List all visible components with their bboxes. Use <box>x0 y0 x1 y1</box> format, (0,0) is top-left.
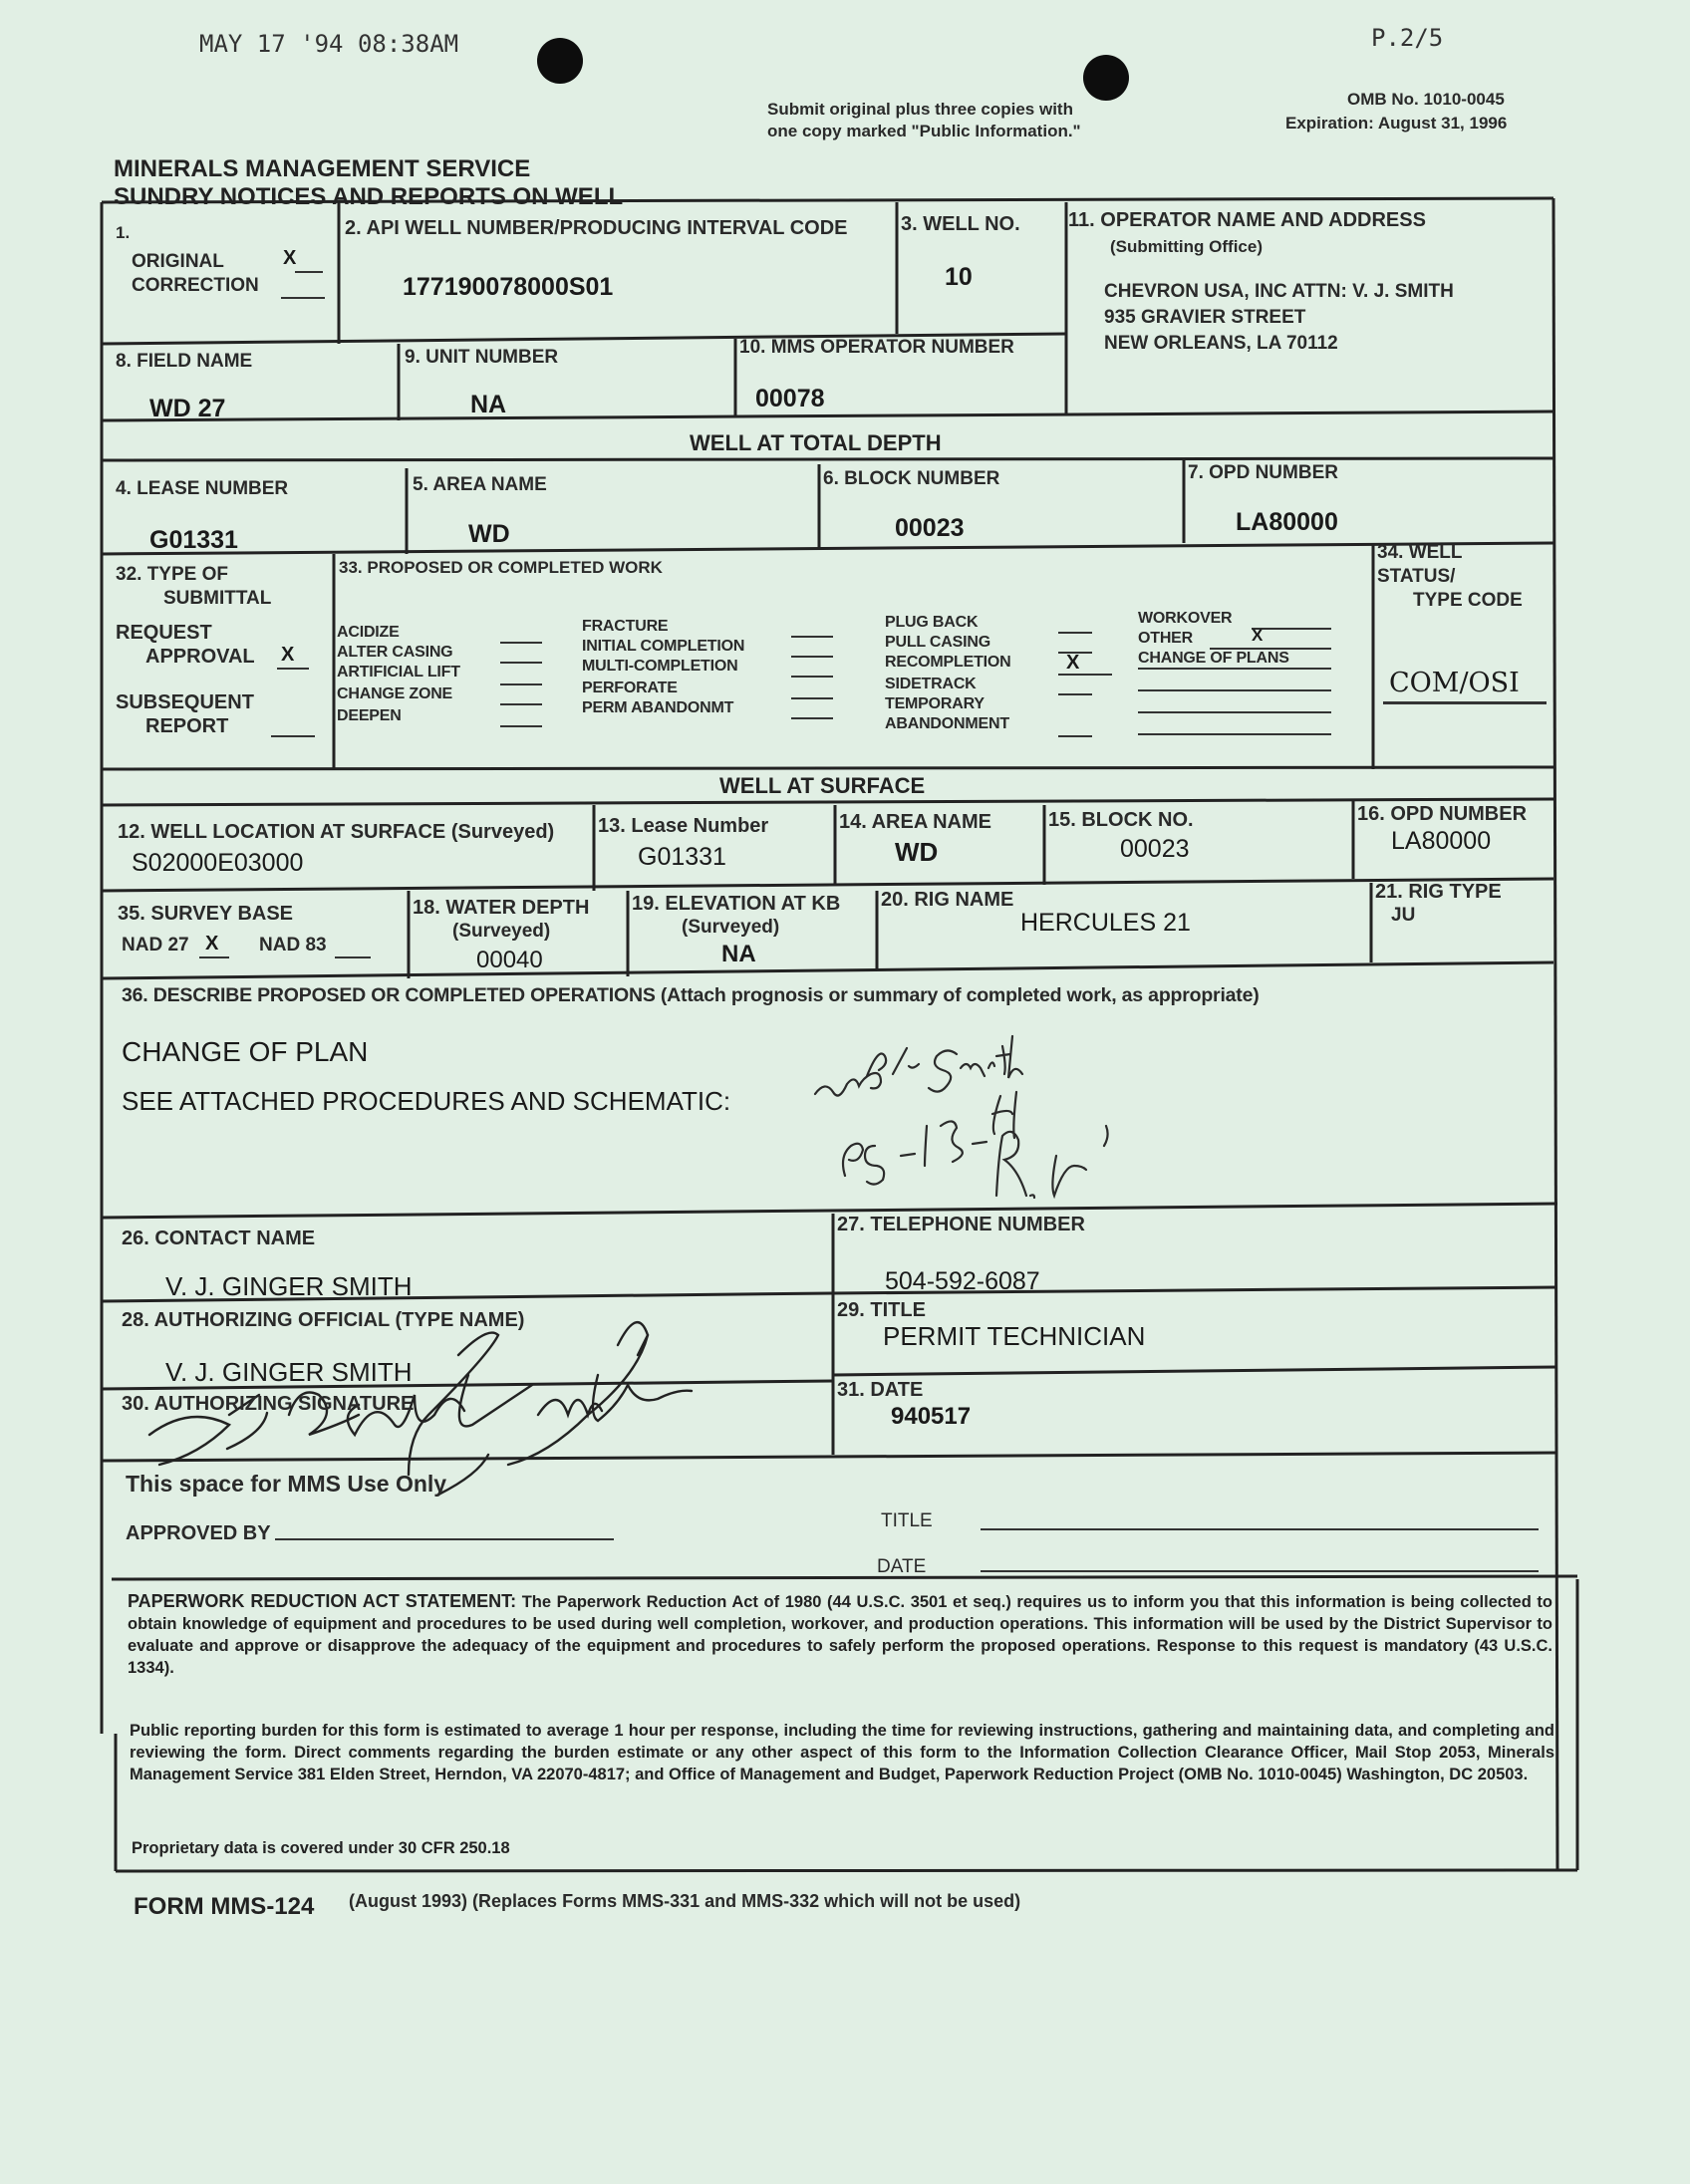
approval-label: APPROVAL <box>145 646 255 668</box>
work-change-of-plans: CHANGE OF PLANS <box>1138 650 1289 667</box>
unit-number-label: 9. UNIT NUMBER <box>405 347 559 368</box>
correction-label: CORRECTION <box>132 275 259 296</box>
surface-block-label: 15. BLOCK NO. <box>1048 809 1194 831</box>
original-label: ORIGINAL <box>132 251 224 272</box>
burden-statement: Public reporting burden for this form is estimated to average 1 hour per response, including the time for reviewing instructions, gathering and maintaining data, and completing and reviewing the form. Direct comments regarding the burden estimate or any other aspect of this form to the Information Collection Clearance Officer, Mail Stop 2053, Minerals Management Service 381 Elden Street, Herndon, VA 22070-4817; and Office of Management and Budget, Paperwork Reduction Project (OMB No. 1010-0045) Washington, DC 20503. <box>130 1722 1554 1783</box>
field-name-label: 8. FIELD NAME <box>116 351 253 372</box>
report-label: REPORT <box>145 715 229 737</box>
mms-title-blank[interactable] <box>981 1528 1539 1530</box>
paperwork-statement <box>128 1590 1552 1679</box>
proposed-work-label: 33. PROPOSED OR COMPLETED WORK <box>339 558 663 577</box>
work-perforate: PERFORATE <box>582 680 678 696</box>
water-depth-sublabel: (Surveyed) <box>452 921 551 942</box>
rig-name-label: 20. RIG NAME <box>881 889 1014 911</box>
surface-area-value[interactable]: WD <box>895 837 939 867</box>
mms-title-label: TITLE <box>881 1510 933 1531</box>
telephone-label: 27. TELEPHONE NUMBER <box>837 1214 1085 1235</box>
operator-line2[interactable]: 935 GRAVIER STREET <box>1104 307 1306 328</box>
surface-area-label: 14. AREA NAME <box>839 811 991 833</box>
contact-name-label: 26. CONTACT NAME <box>122 1228 316 1249</box>
mms-operator-value[interactable]: 00078 <box>755 385 825 412</box>
well-status-label-line2: STATUS/ <box>1377 566 1456 587</box>
form-title: SUNDRY NOTICES AND REPORTS ON WELL <box>114 183 624 210</box>
nad27-mark[interactable]: X <box>205 933 219 955</box>
well-status-label-line1: 34. WELL <box>1377 542 1463 563</box>
handwritten-verbal <box>827 1056 830 1058</box>
work-perm-abandonmt: PERM ABANDONMT <box>582 699 734 716</box>
recompletion-blank <box>1058 674 1112 676</box>
elevation-value[interactable]: NA <box>721 941 756 967</box>
rig-type-label: 21. RIG TYPE <box>1375 881 1502 903</box>
work-deepen: DEEPEN <box>337 707 402 724</box>
work-recompletion: RECOMPLETION <box>885 654 1011 671</box>
request-approval-mark[interactable]: X <box>281 644 295 666</box>
work-plug-back: PLUG BACK <box>885 614 979 631</box>
title-label: 29. TITLE <box>837 1299 926 1321</box>
field-name-value[interactable]: WD 27 <box>149 395 226 422</box>
well-status-underline <box>1383 701 1547 704</box>
work-temporary: TEMPORARY <box>885 695 985 712</box>
subsequent-report-blank[interactable] <box>271 735 315 737</box>
mms-use-label: This space for MMS Use Only <box>126 1471 447 1497</box>
handwritten-date <box>847 1136 849 1139</box>
work-sidetrack: SIDETRACK <box>885 676 977 692</box>
lease-number-value[interactable]: G01331 <box>149 526 238 554</box>
box1-number: 1. <box>116 223 131 242</box>
fax-datetime: MAY 17 '94 08:38AM <box>199 30 459 58</box>
surface-opd-label: 16. OPD NUMBER <box>1357 803 1528 825</box>
work-abandonment: ABANDONMENT <box>885 715 1009 732</box>
original-blank <box>295 271 323 273</box>
operator-line1[interactable]: CHEVRON USA, INC ATTN: V. J. SMITH <box>1104 281 1454 302</box>
survey-base-label: 35. SURVEY BASE <box>118 903 294 925</box>
omb-number: OMB No. 1010-0045 <box>1347 90 1505 109</box>
proprietary-note: Proprietary data is covered under 30 CFR 250.18 <box>132 1839 510 1857</box>
operator-sublabel: (Submitting Office) <box>1110 237 1263 256</box>
mms-date-blank[interactable] <box>981 1570 1539 1572</box>
omb-expiration: Expiration: August 31, 1996 <box>1285 114 1508 133</box>
surface-location-label: 12. WELL LOCATION AT SURFACE (Surveyed) <box>118 821 555 843</box>
area-name-value[interactable]: WD <box>468 520 510 548</box>
unit-number-value[interactable]: NA <box>470 391 507 418</box>
opd-number-value[interactable]: LA80000 <box>1236 508 1338 536</box>
rig-type-value[interactable]: JU <box>1391 905 1416 926</box>
surface-block-value[interactable]: 00023 <box>1120 835 1190 863</box>
nad27-blank <box>199 956 229 958</box>
well-no-value[interactable]: 10 <box>945 263 973 291</box>
telephone-value[interactable]: 504-592-6087 <box>885 1267 1040 1295</box>
surface-lease-value[interactable]: G01331 <box>638 843 726 871</box>
operations-line1[interactable]: CHANGE OF PLAN <box>122 1036 369 1067</box>
mms-date-label: DATE <box>877 1556 927 1577</box>
elevation-label: 19. ELEVATION AT KB <box>632 893 841 915</box>
well-status-label-line3: TYPE CODE <box>1413 590 1523 611</box>
handwritten-name <box>847 1096 850 1098</box>
operator-name-label: 11. OPERATOR NAME AND ADDRESS <box>1068 209 1426 231</box>
request-label: REQUEST <box>116 622 212 644</box>
submit-note-line2: one copy marked "Public Information." <box>767 122 1081 140</box>
work-pull-casing: PULL CASING <box>885 634 990 651</box>
extra-line-1[interactable] <box>1138 668 1331 670</box>
nad83-label: NAD 83 <box>259 935 327 956</box>
work-acidize: ACIDIZE <box>337 624 400 641</box>
artificial-lift-blank[interactable] <box>500 683 542 685</box>
change-zone-blank[interactable] <box>500 703 542 705</box>
surface-location-value[interactable]: S02000E03000 <box>132 849 304 877</box>
extra-line-4[interactable] <box>1138 733 1331 735</box>
mms-operator-label: 10. MMS OPERATOR NUMBER <box>739 337 1014 358</box>
acidize-blank[interactable] <box>500 642 542 644</box>
rig-name-value[interactable]: HERCULES 21 <box>1020 909 1191 937</box>
work-alter-casing: ALTER CASING <box>337 644 453 661</box>
extra-line-2[interactable] <box>1138 689 1331 691</box>
elevation-sublabel: (Surveyed) <box>682 917 780 938</box>
submittal-label-line2: SUBMITTAL <box>163 588 272 609</box>
fracture-blank[interactable] <box>791 636 833 638</box>
subsequent-label: SUBSEQUENT <box>116 691 254 713</box>
authorizing-signature-label: 30. AUTHORIZING SIGNATURE <box>122 1393 415 1415</box>
work-multi-completion: MULTI-COMPLETION <box>582 658 738 675</box>
surface-lease-label: 13. Lease Number <box>598 815 769 837</box>
other-mark[interactable]: X <box>1252 626 1264 645</box>
signature-script <box>199 1415 207 1416</box>
fax-page-number: P.2/5 <box>1371 24 1444 52</box>
date-label: 31. DATE <box>837 1379 924 1401</box>
authorizing-official-value[interactable]: V. J. GINGER SMITH <box>165 1357 413 1387</box>
work-initial-completion: INITIAL COMPLETION <box>582 638 745 655</box>
work-artificial-lift: ARTIFICIAL LIFT <box>337 664 460 681</box>
original-checkmark[interactable]: X <box>283 247 297 269</box>
submit-note-line1: Submit original plus three copies with <box>767 100 1073 119</box>
date-value[interactable]: 940517 <box>891 1403 972 1430</box>
well-no-label: 3. WELL NO. <box>901 213 1020 235</box>
correction-blank[interactable] <box>281 297 325 299</box>
agency-name: MINERALS MANAGEMENT SERVICE <box>114 155 531 182</box>
perforate-blank[interactable] <box>791 697 833 699</box>
area-name-label: 5. AREA NAME <box>413 474 547 495</box>
block-number-label: 6. BLOCK NUMBER <box>823 468 1000 489</box>
water-depth-value[interactable]: 00040 <box>476 947 543 973</box>
temporary-abandonment-blank[interactable] <box>1058 735 1092 737</box>
request-approval-blank <box>277 668 309 670</box>
approved-by-blank[interactable] <box>275 1538 614 1540</box>
alter-casing-blank[interactable] <box>500 662 542 664</box>
well-status-value[interactable]: COM/OSI <box>1389 668 1520 698</box>
title-value[interactable]: PERMIT TECHNICIAN <box>883 1321 1146 1351</box>
form-number: FORM MMS-124 <box>134 1893 315 1920</box>
work-workover: WORKOVER <box>1138 610 1233 627</box>
total-depth-title: WELL AT TOTAL DEPTH <box>690 430 942 455</box>
multi-completion-blank[interactable] <box>791 676 833 678</box>
work-fracture: FRACTURE <box>582 618 669 635</box>
workover-blank[interactable] <box>1252 628 1331 630</box>
perm-abandonmt-blank[interactable] <box>791 717 833 719</box>
block-number-value[interactable]: 00023 <box>895 514 965 542</box>
surface-opd-value[interactable]: LA80000 <box>1391 827 1492 855</box>
deepen-blank[interactable] <box>500 725 542 727</box>
approved-by-label: APPROVED BY <box>126 1522 271 1544</box>
operations-line2[interactable]: SEE ATTACHED PROCEDURES AND SCHEMATIC: <box>122 1086 731 1116</box>
api-well-number-value[interactable]: 177190078000S01 <box>403 273 614 301</box>
plug-back-blank[interactable] <box>1058 632 1092 634</box>
authorizing-official-label: 28. AUTHORIZING OFFICIAL (TYPE NAME) <box>122 1309 525 1331</box>
form-note: (August 1993) (Replaces Forms MMS-331 and MMS-332 which will not be used) <box>349 1891 1021 1911</box>
extra-line-3[interactable] <box>1138 711 1331 713</box>
paperwork-paragraph1: The Paperwork Reduction Act of 1980 (44 U.S.C. 3501 et seq.) requires us to inform you that this information is being collected to obtain knowledge of equipment and procedures to be used during well completion, workover, and production operations. This information will be used by the District Supervisor to evaluate and approve or disapprove the adequacy of the equipment and procedures to safely perform the proposed operations. Response to this request is mandatory (43 U.S.C. 1334). <box>128 1593 1552 1677</box>
lease-number-label: 4. LEASE NUMBER <box>116 478 289 499</box>
submittal-label-line1: 32. TYPE OF <box>116 564 228 585</box>
operations-description-label: 36. DESCRIBE PROPOSED OR COMPLETED OPERATIONS (Attach prognosis or summary of completed work, as appropriate) <box>122 984 1260 1006</box>
initial-completion-blank[interactable] <box>791 656 833 658</box>
paperwork-heading: PAPERWORK REDUCTION ACT STATEMENT: <box>128 1591 517 1611</box>
handwritten-initials <box>996 1166 997 1168</box>
work-other: OTHER <box>1138 630 1194 647</box>
api-well-number-label: 2. API WELL NUMBER/PRODUCING INTERVAL CODE <box>345 217 848 239</box>
surface-title: WELL AT SURFACE <box>719 773 926 798</box>
work-change-zone: CHANGE ZONE <box>337 685 453 702</box>
nad83-blank[interactable] <box>335 956 371 958</box>
operator-line3[interactable]: NEW ORLEANS, LA 70112 <box>1104 333 1338 354</box>
water-depth-label: 18. WATER DEPTH <box>413 897 590 919</box>
opd-number-label: 7. OPD NUMBER <box>1188 462 1338 483</box>
contact-name-value[interactable]: V. J. GINGER SMITH <box>165 1271 413 1301</box>
sidetrack-blank[interactable] <box>1058 693 1092 695</box>
handwritten-note-strokes <box>815 1036 1108 1198</box>
recompletion-mark[interactable]: X <box>1066 652 1080 674</box>
nad27-label: NAD 27 <box>122 935 189 956</box>
